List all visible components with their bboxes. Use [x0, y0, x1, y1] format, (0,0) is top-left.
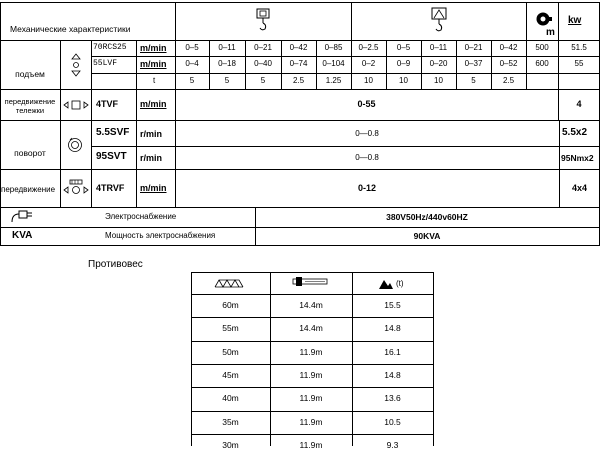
hoist-value-cell: 0–11	[429, 43, 448, 52]
hoist-arrows-icon	[70, 53, 82, 77]
jib-icon	[214, 278, 244, 288]
motor-icon	[535, 10, 553, 28]
hoist-value-cell: 0–2.5	[358, 43, 379, 52]
counterweight-weight-cell: 16.1	[384, 347, 401, 357]
hoist-value-cell: 0–2	[361, 59, 376, 68]
hoist-model-2: 55LVF	[93, 59, 118, 68]
counterweight-weight-cell: 10.5	[384, 417, 401, 427]
counterweight-weight-cell: 15.5	[384, 300, 401, 310]
hoist-unit-3: t	[153, 76, 156, 85]
counterweight-jib-cell: 60m	[222, 300, 239, 310]
counterweight-jib-cell: 35m	[222, 417, 239, 427]
slewing-value-1: 0—0.8	[355, 129, 379, 138]
weight-header: (t)	[396, 279, 404, 288]
hoist-value-cell: 0–5	[396, 43, 411, 52]
hoist-value-cell: 500	[535, 43, 549, 52]
hoist-value-cell: 10	[364, 76, 373, 85]
hoist-model-1: 70RCS25	[93, 43, 127, 52]
hoist-value-cell: 0–9	[396, 59, 411, 68]
counterweight-ballast-cell: 11.9m	[299, 417, 323, 427]
table-row-divider	[191, 294, 434, 295]
hoist-value-cell: 0–5	[185, 43, 199, 52]
travel-value: 0-12	[357, 183, 376, 193]
trolley-value: 0-55	[357, 99, 376, 109]
hoist-value-cell: 5	[189, 76, 195, 85]
slewing-kw-1: 5.5x2	[562, 127, 588, 138]
trolley-unit: m/min	[140, 99, 167, 109]
kva-value: 90KVA	[413, 231, 441, 241]
table-row-divider	[191, 387, 434, 388]
power-label: Электроснабжение	[105, 212, 177, 221]
counterweight-weight-cell: 14.8	[384, 323, 401, 333]
hoist-value-cell: 0–18	[218, 59, 236, 68]
counterweight-ballast-cell: 11.9m	[299, 393, 323, 403]
spec-title: Механические характеристики	[10, 24, 131, 34]
counterweight-weight-cell: 13.6	[384, 393, 401, 403]
hoist-value-cell: 51.5	[571, 43, 587, 52]
hoist-value-cell: 0–74	[289, 59, 308, 68]
hoist-value-cell: 0–42	[499, 43, 518, 52]
slewing-model-1: 5.5SVF	[96, 127, 130, 138]
hoist-value-cell: 2.5	[292, 76, 305, 85]
slewing-icon	[67, 137, 83, 153]
hoist-value-cell: 5	[224, 76, 230, 85]
slewing-value-2: 0—0.8	[355, 153, 379, 162]
counterweight-jib-cell: 45m	[222, 370, 239, 380]
ballast-icon	[292, 277, 328, 287]
hoist-value-cell: 0–104	[322, 59, 345, 68]
weight-icon	[378, 278, 394, 290]
header-kw: kw	[568, 15, 582, 26]
counterweight-ballast-cell: 14.4m	[299, 300, 323, 310]
hoist-label: подъем	[15, 69, 45, 79]
counterweight-jib-cell: 55m	[222, 323, 239, 333]
hoist-value-cell: 0–52	[499, 59, 518, 68]
hoist-value-cell: 10	[434, 76, 443, 85]
hoist-value-cell: 0–85	[324, 43, 343, 52]
travel-icon	[63, 180, 89, 196]
header-m: m	[546, 27, 555, 38]
table-row-divider	[191, 364, 434, 365]
table-row-divider	[191, 411, 434, 412]
trolley-label: передвижение тележки	[4, 97, 56, 115]
hook-single-icon	[255, 8, 271, 32]
hoist-value-cell: 0–20	[429, 59, 448, 68]
trolley-icon	[63, 99, 89, 111]
hoist-value-cell: 0–11	[218, 43, 236, 52]
kva-symbol: KVA	[12, 230, 33, 241]
counterweight-ballast-cell: 11.9m	[299, 347, 323, 357]
hoist-value-cell: 0–40	[254, 59, 272, 68]
hoist-value-cell: 0–37	[464, 59, 483, 68]
hoist-value-cell: 1.25	[325, 76, 342, 85]
hoist-value-cell: 600	[535, 59, 549, 68]
trolley-model: 4TVF	[96, 99, 119, 109]
hoist-unit-2: m/min	[140, 59, 167, 69]
travel-unit: m/min	[140, 183, 167, 193]
slewing-unit-2: r/min	[140, 153, 163, 163]
hoist-value-cell: 0–4	[185, 59, 199, 68]
travel-model: 4TRVF	[96, 183, 125, 193]
power-value: 380V50Hz/440v60HZ	[386, 212, 468, 222]
counterweight-jib-cell: 40m	[222, 393, 239, 403]
counterweight-jib-cell: 50m	[222, 347, 239, 357]
counterweight-ballast-cell: 11.9m	[299, 440, 323, 450]
counterweight-weight-cell: 14.8	[384, 370, 401, 380]
counterweight-ballast-cell: 14.4m	[299, 323, 323, 333]
trolley-kw: 4	[576, 99, 582, 109]
table-row-divider	[191, 317, 434, 318]
slewing-kw-2: 95Nmx2	[561, 153, 594, 163]
plug-icon	[10, 210, 36, 224]
hoist-value-cell: 5	[471, 76, 476, 85]
travel-label: передвижение	[1, 185, 56, 194]
hoist-value-cell: 0–21	[254, 43, 272, 52]
kva-label: Мощность электроснабжения	[105, 231, 216, 240]
counterweight-ballast-cell: 11.9m	[299, 370, 323, 380]
slewing-unit-1: r/min	[140, 129, 163, 139]
hoist-value-cell: 10	[399, 76, 408, 85]
counterweight-weight-cell: 9.3	[386, 440, 399, 450]
hoist-value-cell: 55	[574, 59, 584, 68]
travel-kw: 4x4	[571, 183, 588, 193]
hoist-value-cell: 5	[260, 76, 266, 85]
hoist-value-cell: 0–21	[464, 43, 483, 52]
slewing-label: поворот	[14, 148, 46, 158]
table-row-divider	[191, 434, 434, 435]
hook-double-icon	[430, 7, 448, 33]
table-row-divider	[191, 341, 434, 342]
slewing-model-2: 95SVT	[96, 151, 127, 162]
counterweight-jib-cell: 30m	[222, 440, 239, 450]
hoist-value-cell: 2.5	[502, 76, 515, 85]
hoist-value-cell: 0–42	[289, 43, 308, 52]
hoist-unit-1: m/min	[140, 43, 167, 53]
counterweight-title: Противовес	[88, 259, 143, 270]
